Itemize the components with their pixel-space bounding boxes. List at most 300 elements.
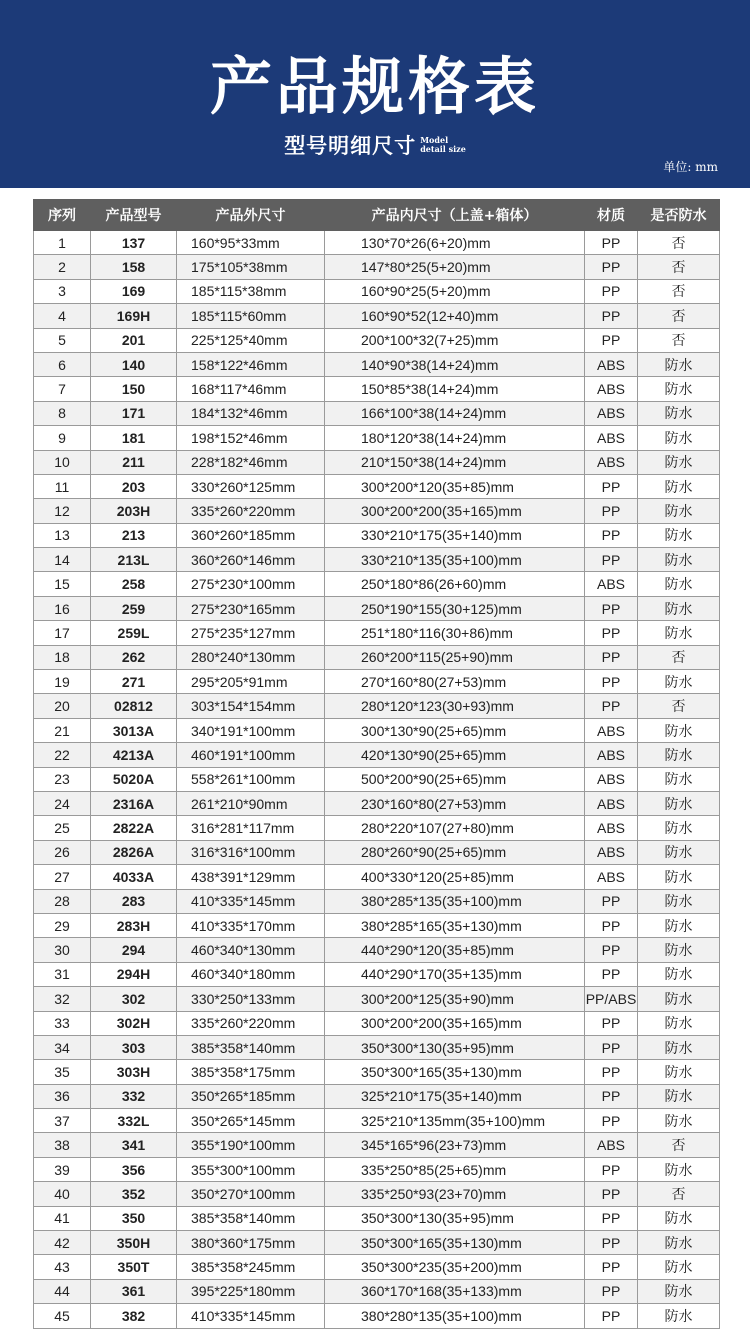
cell-inner-size: 130*70*26(6+20)mm	[325, 231, 585, 255]
cell-inner-size: 335*250*93(23+70)mm	[325, 1182, 585, 1206]
table-row	[34, 1060, 720, 1084]
cell-outer-size: 385*358*140mm	[177, 1035, 325, 1059]
cell-inner-size: 300*200*120(35+85)mm	[325, 474, 585, 498]
cell-inner-size: 330*210*135(35+100)mm	[325, 548, 585, 572]
cell-waterproof: 防水	[638, 377, 720, 401]
cell-inner-size: 380*285*135(35+100)mm	[325, 889, 585, 913]
cell-model: 169H	[91, 304, 177, 328]
cell-index: 40	[34, 1182, 91, 1206]
subtitle-en-line2: detail size	[420, 144, 466, 154]
table-row	[34, 767, 720, 791]
cell-model: 213	[91, 523, 177, 547]
cell-model: 3013A	[91, 718, 177, 742]
cell-material: PP	[585, 548, 638, 572]
table-row	[34, 840, 720, 864]
cell-waterproof: 防水	[638, 352, 720, 376]
cell-outer-size: 175*105*38mm	[177, 255, 325, 279]
cell-outer-size: 160*95*33mm	[177, 231, 325, 255]
cell-inner-size: 380*280*135(35+100)mm	[325, 1304, 585, 1328]
cell-material: ABS	[585, 816, 638, 840]
cell-material: PP	[585, 962, 638, 986]
cell-inner-size: 200*100*32(7+25)mm	[325, 328, 585, 352]
cell-inner-size: 325*210*135mm(35+100)mm	[325, 1109, 585, 1133]
cell-outer-size: 385*358*175mm	[177, 1060, 325, 1084]
cell-model: 341	[91, 1133, 177, 1157]
col-header-model: 产品型号	[91, 200, 177, 231]
cell-outer-size: 275*230*100mm	[177, 572, 325, 596]
cell-outer-size: 350*265*185mm	[177, 1084, 325, 1108]
cell-inner-size: 500*200*90(25+65)mm	[325, 767, 585, 791]
cell-material: PP/ABS	[585, 987, 638, 1011]
cell-material: PP	[585, 645, 638, 669]
cell-index: 41	[34, 1206, 91, 1230]
cell-material: ABS	[585, 791, 638, 815]
table-row	[34, 743, 720, 767]
cell-outer-size: 360*260*146mm	[177, 548, 325, 572]
cell-model: 203H	[91, 499, 177, 523]
cell-waterproof: 防水	[638, 670, 720, 694]
table-row	[34, 1035, 720, 1059]
cell-model: 283H	[91, 913, 177, 937]
cell-model: 171	[91, 401, 177, 425]
cell-material: PP	[585, 1279, 638, 1303]
cell-material: ABS	[585, 865, 638, 889]
cell-index: 9	[34, 426, 91, 450]
page-title: 产品规格表	[209, 50, 540, 123]
cell-inner-size: 350*300*235(35+200)mm	[325, 1255, 585, 1279]
cell-material: PP	[585, 279, 638, 303]
cell-outer-size: 460*191*100mm	[177, 743, 325, 767]
cell-material: PP	[585, 1060, 638, 1084]
cell-inner-size: 335*250*85(25+65)mm	[325, 1157, 585, 1181]
subtitle-en-line1: Model	[420, 135, 449, 145]
cell-inner-size: 270*160*80(27+53)mm	[325, 670, 585, 694]
cell-material: PP	[585, 938, 638, 962]
table-row	[34, 523, 720, 547]
cell-index: 23	[34, 767, 91, 791]
cell-index: 4	[34, 304, 91, 328]
table-row	[34, 499, 720, 523]
table-row	[34, 1304, 720, 1328]
cell-waterproof: 防水	[638, 1206, 720, 1230]
cell-waterproof: 防水	[638, 621, 720, 645]
cell-outer-size: 158*122*46mm	[177, 352, 325, 376]
cell-material: ABS	[585, 352, 638, 376]
cell-inner-size: 300*200*200(35+165)mm	[325, 499, 585, 523]
cell-model: 02812	[91, 694, 177, 718]
cell-material: PP	[585, 499, 638, 523]
cell-inner-size: 140*90*38(14+24)mm	[325, 352, 585, 376]
table-row	[34, 1084, 720, 1108]
cell-outer-size: 350*270*100mm	[177, 1182, 325, 1206]
table-row	[34, 645, 720, 669]
cell-outer-size: 380*360*175mm	[177, 1231, 325, 1255]
cell-outer-size: 168*117*46mm	[177, 377, 325, 401]
cell-model: 283	[91, 889, 177, 913]
cell-index: 18	[34, 645, 91, 669]
cell-material: PP	[585, 1109, 638, 1133]
cell-inner-size: 210*150*38(14+24)mm	[325, 450, 585, 474]
cell-index: 1	[34, 231, 91, 255]
cell-waterproof: 防水	[638, 572, 720, 596]
cell-waterproof: 防水	[638, 816, 720, 840]
cell-waterproof: 否	[638, 645, 720, 669]
cell-model: 262	[91, 645, 177, 669]
cell-waterproof: 防水	[638, 1231, 720, 1255]
cell-index: 14	[34, 548, 91, 572]
table-row	[34, 938, 720, 962]
cell-material: PP	[585, 523, 638, 547]
table-row	[34, 913, 720, 937]
cell-material: PP	[585, 694, 638, 718]
col-header-inner-size: 产品内尺寸（上盖+箱体）	[325, 200, 585, 231]
cell-model: 2822A	[91, 816, 177, 840]
cell-outer-size: 280*240*130mm	[177, 645, 325, 669]
table-row	[34, 450, 720, 474]
col-header-waterproof: 是否防水	[638, 200, 720, 231]
cell-waterproof: 防水	[638, 426, 720, 450]
cell-outer-size: 438*391*129mm	[177, 865, 325, 889]
cell-material: PP	[585, 1231, 638, 1255]
cell-outer-size: 184*132*46mm	[177, 401, 325, 425]
cell-waterproof: 否	[638, 1133, 720, 1157]
cell-material: PP	[585, 304, 638, 328]
cell-index: 8	[34, 401, 91, 425]
cell-inner-size: 300*200*125(35+90)mm	[325, 987, 585, 1011]
cell-waterproof: 防水	[638, 1157, 720, 1181]
cell-outer-size: 350*265*145mm	[177, 1109, 325, 1133]
cell-material: ABS	[585, 840, 638, 864]
cell-model: 201	[91, 328, 177, 352]
cell-model: 4213A	[91, 743, 177, 767]
cell-waterproof: 防水	[638, 1011, 720, 1035]
cell-outer-size: 355*300*100mm	[177, 1157, 325, 1181]
cell-model: 137	[91, 231, 177, 255]
cell-index: 43	[34, 1255, 91, 1279]
cell-waterproof: 防水	[638, 1255, 720, 1279]
cell-waterproof: 防水	[638, 743, 720, 767]
cell-index: 24	[34, 791, 91, 815]
cell-outer-size: 410*335*145mm	[177, 889, 325, 913]
cell-material: PP	[585, 255, 638, 279]
cell-waterproof: 否	[638, 694, 720, 718]
cell-inner-size: 345*165*96(23+73)mm	[325, 1133, 585, 1157]
table-row	[34, 1157, 720, 1181]
col-header-outer-size: 产品外尺寸	[177, 200, 325, 231]
cell-outer-size: 340*191*100mm	[177, 718, 325, 742]
cell-index: 26	[34, 840, 91, 864]
spec-table	[33, 199, 720, 1329]
cell-waterproof: 防水	[638, 474, 720, 498]
cell-model: 294	[91, 938, 177, 962]
cell-inner-size: 440*290*170(35+135)mm	[325, 962, 585, 986]
cell-model: 258	[91, 572, 177, 596]
cell-index: 16	[34, 596, 91, 620]
table-row	[34, 1011, 720, 1035]
cell-inner-size: 400*330*120(25+85)mm	[325, 865, 585, 889]
cell-waterproof: 防水	[638, 767, 720, 791]
table-row	[34, 889, 720, 913]
cell-waterproof: 防水	[638, 913, 720, 937]
cell-model: 271	[91, 670, 177, 694]
table-row	[34, 670, 720, 694]
cell-inner-size: 160*90*25(5+20)mm	[325, 279, 585, 303]
cell-waterproof: 防水	[638, 548, 720, 572]
cell-material: PP	[585, 1206, 638, 1230]
cell-outer-size: 185*115*60mm	[177, 304, 325, 328]
cell-model: 203	[91, 474, 177, 498]
cell-waterproof: 防水	[638, 840, 720, 864]
table-row	[34, 865, 720, 889]
cell-waterproof: 防水	[638, 987, 720, 1011]
cell-inner-size: 420*130*90(25+65)mm	[325, 743, 585, 767]
cell-model: 4033A	[91, 865, 177, 889]
cell-outer-size: 330*260*125mm	[177, 474, 325, 498]
cell-outer-size: 261*210*90mm	[177, 791, 325, 815]
cell-outer-size: 185*115*38mm	[177, 279, 325, 303]
cell-index: 29	[34, 913, 91, 937]
cell-index: 44	[34, 1279, 91, 1303]
cell-waterproof: 防水	[638, 1084, 720, 1108]
cell-material: ABS	[585, 401, 638, 425]
cell-waterproof: 否	[638, 304, 720, 328]
cell-model: 302H	[91, 1011, 177, 1035]
cell-material: PP	[585, 1035, 638, 1059]
cell-model: 350H	[91, 1231, 177, 1255]
cell-inner-size: 300*130*90(25+65)mm	[325, 718, 585, 742]
cell-index: 39	[34, 1157, 91, 1181]
table-row	[34, 1255, 720, 1279]
cell-inner-size: 380*285*165(35+130)mm	[325, 913, 585, 937]
cell-model: 2826A	[91, 840, 177, 864]
cell-outer-size: 335*260*220mm	[177, 499, 325, 523]
cell-model: 259	[91, 596, 177, 620]
cell-model: 169	[91, 279, 177, 303]
cell-waterproof: 防水	[638, 1035, 720, 1059]
cell-index: 30	[34, 938, 91, 962]
cell-outer-size: 275*230*165mm	[177, 596, 325, 620]
cell-model: 302	[91, 987, 177, 1011]
cell-model: 332	[91, 1084, 177, 1108]
cell-outer-size: 385*358*245mm	[177, 1255, 325, 1279]
cell-index: 10	[34, 450, 91, 474]
cell-outer-size: 198*152*46mm	[177, 426, 325, 450]
cell-waterproof: 防水	[638, 718, 720, 742]
table-row	[34, 1182, 720, 1206]
cell-index: 28	[34, 889, 91, 913]
cell-model: 352	[91, 1182, 177, 1206]
cell-inner-size: 251*180*116(30+86)mm	[325, 621, 585, 645]
cell-inner-size: 260*200*115(25+90)mm	[325, 645, 585, 669]
table-row	[34, 816, 720, 840]
cell-inner-size: 150*85*38(14+24)mm	[325, 377, 585, 401]
cell-material: PP	[585, 231, 638, 255]
cell-outer-size: 225*125*40mm	[177, 328, 325, 352]
cell-index: 25	[34, 816, 91, 840]
cell-material: PP	[585, 1182, 638, 1206]
cell-model: 303H	[91, 1060, 177, 1084]
cell-model: 332L	[91, 1109, 177, 1133]
cell-inner-size: 160*90*52(12+40)mm	[325, 304, 585, 328]
cell-outer-size: 316*281*117mm	[177, 816, 325, 840]
cell-material: ABS	[585, 377, 638, 401]
cell-outer-size: 460*340*130mm	[177, 938, 325, 962]
cell-model: 259L	[91, 621, 177, 645]
table-row	[34, 1133, 720, 1157]
col-header-index: 序列	[34, 200, 91, 231]
table-row	[34, 401, 720, 425]
cell-material: PP	[585, 1157, 638, 1181]
cell-index: 13	[34, 523, 91, 547]
cell-index: 33	[34, 1011, 91, 1035]
cell-waterproof: 否	[638, 1182, 720, 1206]
cell-index: 12	[34, 499, 91, 523]
cell-material: PP	[585, 621, 638, 645]
table-row	[34, 621, 720, 645]
cell-inner-size: 166*100*38(14+24)mm	[325, 401, 585, 425]
cell-waterproof: 防水	[638, 865, 720, 889]
cell-material: ABS	[585, 1133, 638, 1157]
cell-outer-size: 558*261*100mm	[177, 767, 325, 791]
cell-inner-size: 280*260*90(25+65)mm	[325, 840, 585, 864]
cell-waterproof: 否	[638, 255, 720, 279]
cell-inner-size: 350*300*165(35+130)mm	[325, 1231, 585, 1255]
cell-outer-size: 355*190*100mm	[177, 1133, 325, 1157]
cell-model: 213L	[91, 548, 177, 572]
cell-model: 5020A	[91, 767, 177, 791]
cell-index: 27	[34, 865, 91, 889]
cell-material: ABS	[585, 426, 638, 450]
cell-outer-size: 330*250*133mm	[177, 987, 325, 1011]
cell-model: 158	[91, 255, 177, 279]
cell-inner-size: 350*300*165(35+130)mm	[325, 1060, 585, 1084]
cell-model: 361	[91, 1279, 177, 1303]
cell-material: ABS	[585, 767, 638, 791]
cell-model: 211	[91, 450, 177, 474]
cell-index: 17	[34, 621, 91, 645]
cell-inner-size: 250*180*86(26+60)mm	[325, 572, 585, 596]
table-row	[34, 304, 720, 328]
table-row	[34, 718, 720, 742]
cell-waterproof: 防水	[638, 499, 720, 523]
table-row	[34, 596, 720, 620]
cell-model: 350	[91, 1206, 177, 1230]
table-row	[34, 426, 720, 450]
cell-material: PP	[585, 474, 638, 498]
cell-material: PP	[585, 1255, 638, 1279]
table-row	[34, 1279, 720, 1303]
cell-material: ABS	[585, 743, 638, 767]
cell-outer-size: 228*182*46mm	[177, 450, 325, 474]
cell-inner-size: 250*190*155(30+125)mm	[325, 596, 585, 620]
cell-waterproof: 防水	[638, 596, 720, 620]
cell-model: 294H	[91, 962, 177, 986]
table-row	[34, 279, 720, 303]
cell-index: 22	[34, 743, 91, 767]
cell-waterproof: 防水	[638, 523, 720, 547]
cell-model: 150	[91, 377, 177, 401]
cell-outer-size: 303*154*154mm	[177, 694, 325, 718]
cell-material: PP	[585, 670, 638, 694]
cell-waterproof: 否	[638, 231, 720, 255]
cell-inner-size: 147*80*25(5+20)mm	[325, 255, 585, 279]
cell-outer-size: 275*235*127mm	[177, 621, 325, 645]
cell-inner-size: 330*210*175(35+140)mm	[325, 523, 585, 547]
cell-waterproof: 否	[638, 328, 720, 352]
cell-index: 32	[34, 987, 91, 1011]
cell-model: 2316A	[91, 791, 177, 815]
cell-outer-size: 385*358*140mm	[177, 1206, 325, 1230]
table-row	[34, 1231, 720, 1255]
header-banner	[0, 0, 750, 188]
cell-waterproof: 防水	[638, 1279, 720, 1303]
cell-outer-size: 410*335*170mm	[177, 913, 325, 937]
table-row	[34, 352, 720, 376]
cell-inner-size: 440*290*120(35+85)mm	[325, 938, 585, 962]
cell-waterproof: 防水	[638, 791, 720, 815]
cell-inner-size: 180*120*38(14+24)mm	[325, 426, 585, 450]
cell-index: 45	[34, 1304, 91, 1328]
cell-index: 6	[34, 352, 91, 376]
cell-material: PP	[585, 889, 638, 913]
cell-waterproof: 防水	[638, 1304, 720, 1328]
cell-outer-size: 335*260*220mm	[177, 1011, 325, 1035]
cell-material: ABS	[585, 572, 638, 596]
cell-outer-size: 410*335*145mm	[177, 1304, 325, 1328]
cell-material: ABS	[585, 718, 638, 742]
cell-material: PP	[585, 1084, 638, 1108]
cell-model: 140	[91, 352, 177, 376]
cell-outer-size: 316*316*100mm	[177, 840, 325, 864]
unit-label: 单位: mm	[663, 160, 718, 174]
table-header-row	[34, 200, 720, 231]
table-row	[34, 231, 720, 255]
cell-waterproof: 防水	[638, 1060, 720, 1084]
cell-index: 19	[34, 670, 91, 694]
table-row	[34, 548, 720, 572]
table-row	[34, 987, 720, 1011]
cell-waterproof: 防水	[638, 401, 720, 425]
cell-waterproof: 防水	[638, 889, 720, 913]
cell-model: 356	[91, 1157, 177, 1181]
cell-inner-size: 280*120*123(30+93)mm	[325, 694, 585, 718]
cell-waterproof: 防水	[638, 450, 720, 474]
cell-index: 3	[34, 279, 91, 303]
cell-inner-size: 300*200*200(35+165)mm	[325, 1011, 585, 1035]
cell-index: 15	[34, 572, 91, 596]
cell-index: 36	[34, 1084, 91, 1108]
cell-waterproof: 防水	[638, 1109, 720, 1133]
table-row	[34, 791, 720, 815]
table-row	[34, 255, 720, 279]
cell-waterproof: 否	[638, 279, 720, 303]
cell-inner-size: 350*300*130(35+95)mm	[325, 1035, 585, 1059]
table-row	[34, 1109, 720, 1133]
cell-index: 37	[34, 1109, 91, 1133]
cell-material: ABS	[585, 450, 638, 474]
cell-index: 21	[34, 718, 91, 742]
subtitle	[0, 130, 750, 160]
cell-inner-size: 280*220*107(27+80)mm	[325, 816, 585, 840]
table-row	[34, 474, 720, 498]
cell-waterproof: 防水	[638, 938, 720, 962]
cell-inner-size: 350*300*130(35+95)mm	[325, 1206, 585, 1230]
cell-index: 31	[34, 962, 91, 986]
col-header-material: 材质	[585, 200, 638, 231]
cell-index: 34	[34, 1035, 91, 1059]
table-body	[34, 231, 720, 1329]
cell-material: PP	[585, 596, 638, 620]
